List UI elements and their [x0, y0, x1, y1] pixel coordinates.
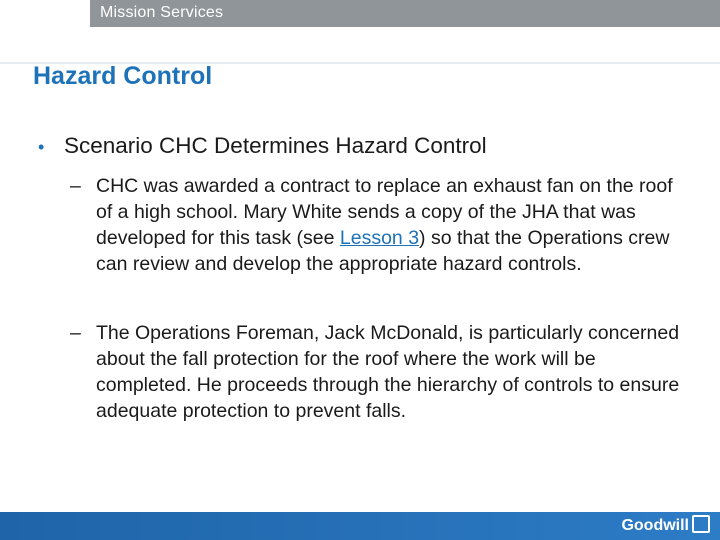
dash-icon: – — [70, 322, 81, 344]
slide-title: Hazard Control — [33, 62, 213, 90]
sub-bullet-text — [96, 173, 680, 277]
section-label: Mission Services — [100, 4, 224, 21]
lesson-3-link[interactable]: Lesson 3 — [339, 227, 420, 249]
bullet-dot-icon: • — [38, 137, 45, 157]
goodwill-logo — [621, 515, 710, 535]
sub-bullet — [70, 320, 680, 424]
main-bullet-text: Scenario CHC Determines Hazard Control — [64, 133, 487, 158]
sub-bullet-text-part: ) so that the Operations crew can review and develop the appropriate hazard controls. — [96, 227, 670, 275]
logo-text: Goodwill — [621, 517, 689, 534]
sub-bullet-text-part: CHC was awarded a contract to replace an exhaust fan on the roof of a high school. Mary White sends a copy of the JHA that was developed for this task (see — [96, 175, 673, 249]
dash-icon: – — [70, 175, 81, 197]
goodwill-mark-icon — [692, 515, 710, 533]
sub-bullet — [70, 173, 680, 277]
main-bullet — [38, 133, 487, 159]
header-band — [0, 0, 720, 27]
header-accent — [0, 0, 90, 27]
sub-bullet-text: The Operations Foreman, Jack McDonald, is particularly concerned about the fall protection for the roof where the work will be completed. He proceeds through the hierarchy of controls to ensure adequate protection to prevent falls. — [96, 322, 680, 422]
footer-band — [0, 512, 720, 540]
